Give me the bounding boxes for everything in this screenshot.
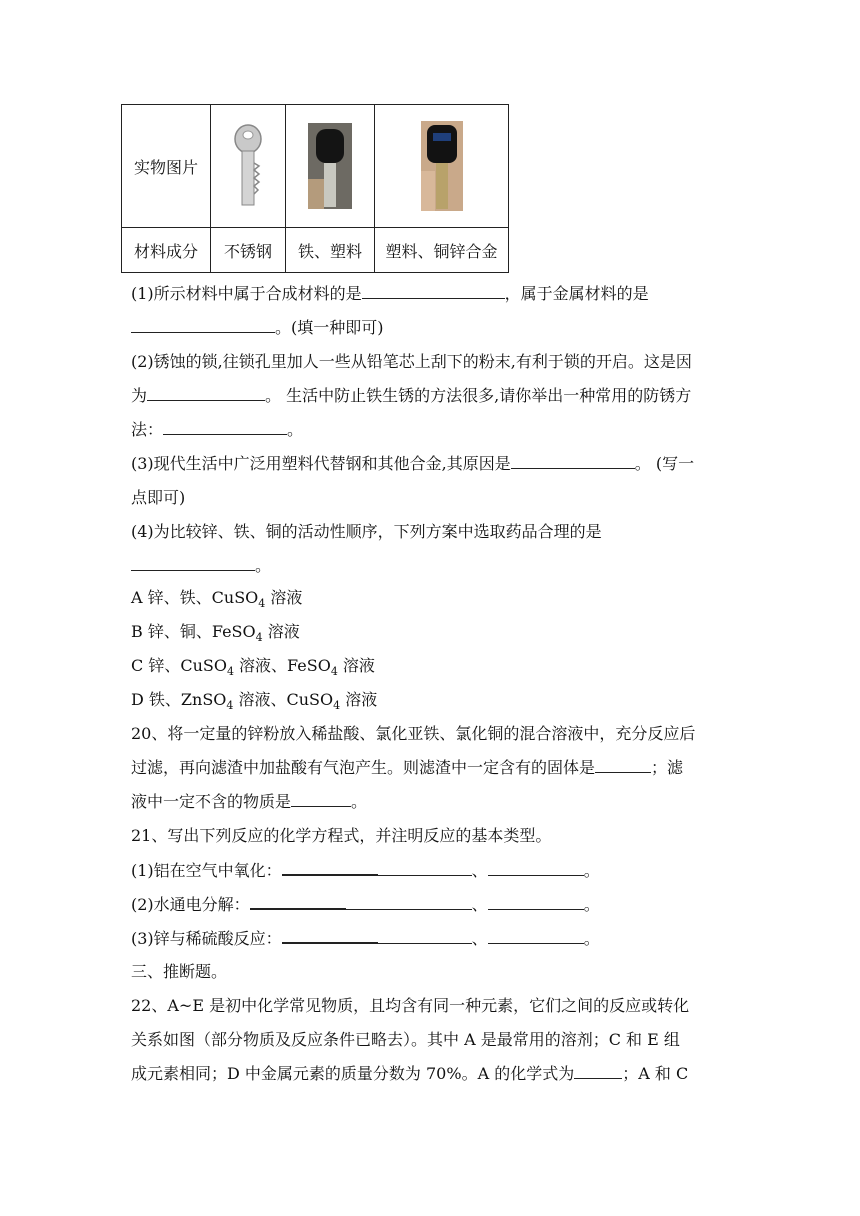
iron-plastic-key-image xyxy=(286,105,375,228)
q22-line: 22、A~E 是初中化学常见物质，且均含有同一种元素，它们之间的反应或转化 xyxy=(131,996,690,1015)
material-cell: 塑料、铜锌合金 xyxy=(375,228,509,273)
answer-blank[interactable] xyxy=(282,928,378,944)
material-cell: 铁、塑料 xyxy=(286,228,375,273)
option-b: B 锌、铜、FeSO$_4$ 溶液 xyxy=(131,622,300,645)
q19-line: (3)现代生活中广泛用塑料代替钢和其他合金,其原因是 。 (写一 xyxy=(131,454,695,473)
answer-blank[interactable] xyxy=(362,284,505,299)
answer-blank[interactable] xyxy=(291,792,351,807)
q20-line: 过滤，再向滤渣中加盐酸有气泡产生。则滤渣中一定含有的固体是 ；滤 xyxy=(131,758,684,777)
option-a: A 锌、铁、CuSO$_4$ 溶液 xyxy=(131,588,303,611)
answer-blank[interactable] xyxy=(511,454,635,469)
answer-blank[interactable] xyxy=(131,556,255,571)
q21-reaction-1: (1)铝在空气中氧化： 、 。 xyxy=(131,861,600,880)
answer-blank[interactable] xyxy=(131,318,275,333)
answer-blank[interactable] xyxy=(595,758,651,773)
q19-line: 点即可) xyxy=(131,488,186,507)
row-header-images: 实物图片 xyxy=(122,105,211,228)
answer-blank[interactable] xyxy=(378,861,472,876)
table-row-images xyxy=(122,105,509,228)
q21-reaction-3: (3)锌与稀硫酸反应： 、 。 xyxy=(131,929,600,948)
q19-line: 法： 。 xyxy=(131,420,304,439)
answer-blank[interactable] xyxy=(378,929,472,944)
answer-blank[interactable] xyxy=(488,929,584,944)
q19-line: (1)所示材料中属于合成材料的是 ，属于金属材料的是 xyxy=(131,284,649,303)
materials-table xyxy=(121,104,509,273)
q20-line: 20、将一定量的锌粉放入稀盐酸、氯化亚铁、氯化铜的混合溶液中，充分反应后 xyxy=(131,724,696,743)
section-heading: 三、推断题。 xyxy=(131,962,228,981)
key-icon xyxy=(421,121,463,211)
q22-line: 成元素相同；D 中金属元素的质量分数为 70%。A 的化学式为 ；A 和 C xyxy=(131,1064,689,1083)
q21-title: 21、写出下列反应的化学方程式，并注明反应的基本类型。 xyxy=(131,826,552,845)
row-header-materials: 材料成分 xyxy=(122,228,211,273)
answer-blank[interactable] xyxy=(346,895,472,910)
q19-line: 为 。 生活中防止铁生锈的方法很多,请你举出一种常用的防锈方 xyxy=(131,386,692,405)
stainless-key-image xyxy=(211,105,286,228)
table-row-materials xyxy=(122,228,509,273)
q20-line: 液中一定不含的物质是 。 xyxy=(131,792,368,811)
key-icon xyxy=(308,123,352,209)
q19-line: (2)锈蚀的锁,往锁孔里加人一些从铅笔芯上刮下的粉末,有利于锁的开启。这是因 xyxy=(131,352,692,371)
plastic-brass-key-image xyxy=(375,105,509,228)
answer-blank[interactable] xyxy=(163,420,287,435)
material-cell: 不锈钢 xyxy=(211,228,286,273)
option-c: C 锌、CuSO$_4$ 溶液、FeSO$_4$ 溶液 xyxy=(131,656,375,679)
q21-reaction-2: (2)水通电分解： 、 。 xyxy=(131,895,600,914)
answer-blank[interactable] xyxy=(488,895,584,910)
option-d: D 铁、ZnSO$_4$ 溶液、CuSO$_4$ 溶液 xyxy=(131,690,378,713)
q19-line: 。 xyxy=(131,556,731,576)
answer-blank[interactable] xyxy=(488,861,584,876)
q22-line: 关系如图（部分物质及反应条件已略去）。其中 A 是最常用的溶剂；C 和 E 组 xyxy=(131,1030,680,1049)
key-icon xyxy=(228,123,268,209)
answer-blank[interactable] xyxy=(574,1064,622,1079)
answer-blank[interactable] xyxy=(250,894,346,910)
q19-line: 。(填一种即可) xyxy=(131,318,731,338)
answer-blank[interactable] xyxy=(147,386,265,401)
answer-blank[interactable] xyxy=(282,860,378,876)
q19-line: (4)为比较锌、铁、铜的活动性顺序，下列方案中选取药品合理的是 xyxy=(131,522,602,541)
